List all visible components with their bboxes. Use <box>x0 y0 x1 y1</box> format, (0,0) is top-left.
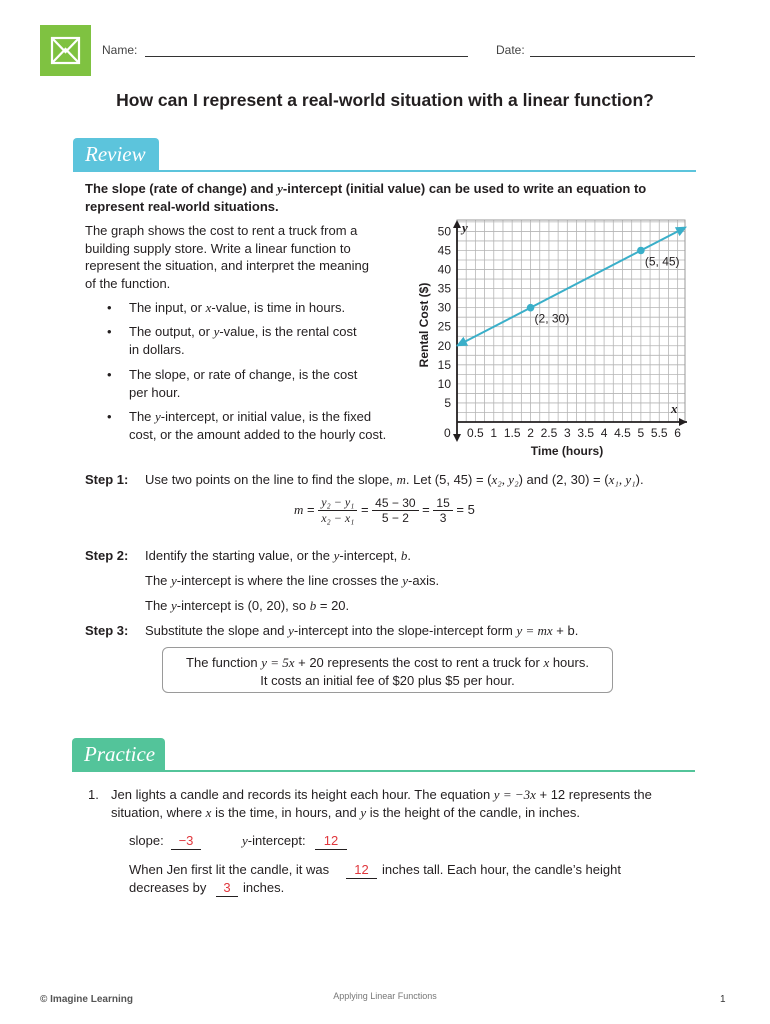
x-axis-label: Time (hours) <box>530 444 604 458</box>
x-tick-label: 1 <box>490 426 498 440</box>
data-point <box>527 304 535 312</box>
initial-height-answer-field[interactable]: 12 <box>346 862 377 879</box>
inches-text: inches. <box>243 880 285 895</box>
y-tick-label: 45 <box>437 243 451 258</box>
y-axis-letter: y <box>462 220 468 235</box>
page-number: 1 <box>720 994 726 1005</box>
step1-label: Step 1: <box>85 472 129 487</box>
origin-label: 0 <box>444 426 451 440</box>
bullet-dot: • <box>107 367 112 382</box>
bullet-intercept: The y-intercept, or initial value, is the fixed cost, or the amount added to the hourly cost. <box>129 409 387 442</box>
step3-text: Substitute the slope and y-intercept into the slope-intercept form y = mx + b. <box>145 623 579 638</box>
bullet-slope: The slope, or rate of change, is the cost per hour. <box>129 367 358 400</box>
practice-divider <box>72 770 695 772</box>
slope-answer-field[interactable]: −3 <box>171 833 201 850</box>
chart-axes <box>453 220 687 442</box>
chart-series <box>456 227 687 347</box>
slope-label: slope: <box>129 833 164 848</box>
y-tick-label: 40 <box>437 262 451 277</box>
x-tick-label: 3.5 <box>577 426 595 440</box>
footer-copyright: © Imagine Learning <box>40 994 133 1005</box>
step2-line3: The y-intercept is (0, 20), so b = 20. <box>145 598 350 613</box>
step3-label: Step 3: <box>85 623 129 638</box>
bullet-input: The input, or x-value, is time in hours. <box>129 300 346 315</box>
question-1-text: Jen lights a candle and records its height each hour. The equation y = −3x + 12 represents the situation, where x is the time, in hours, and y is the height of the candle, in inches. <box>111 787 652 820</box>
decrease-rate-answer-field[interactable]: 3 <box>216 880 238 897</box>
review-intro: The slope (rate of change) and y-intercept (initial value) can be used to write an equation to represent real-world situations. <box>85 181 647 214</box>
step2-text: Identify the starting value, or the y-intercept, b. <box>145 548 411 563</box>
data-point <box>637 247 645 255</box>
footer-title: Applying Linear Functions <box>333 991 437 1001</box>
x-tick-label: 6 <box>674 426 681 440</box>
x-tick-label: 4 <box>600 426 608 440</box>
step2-line2: The y-intercept is where the line crosses the y-axis. <box>145 573 440 588</box>
review-problem-text: The graph shows the cost to rent a truck from a building supply store. Write a linear function to represent the situation, and interpret the meaning of the function. <box>85 223 370 291</box>
name-label: Name: <box>102 43 138 57</box>
name-field[interactable] <box>145 56 468 57</box>
y-tick-label: 50 <box>437 224 451 239</box>
date-label: Date: <box>496 43 525 57</box>
x-axis-letter: x <box>671 401 678 416</box>
slope-formula: m = $\frac{\text{y₂ − y₁}}{\text{x₂ − x₁}}$ = $\frac{45 - 30}{5 - 2}$ = $\frac{15}{3}$ = 5 <box>294 495 475 525</box>
x-tick-label: 1.5 <box>503 426 521 440</box>
cost-line <box>457 228 685 346</box>
intercept-label: y-intercept: <box>242 833 306 848</box>
intercept-answer-field[interactable]: 12 <box>315 833 347 850</box>
bullet-output: The output, or y-value, is the rental cost in dollars. <box>129 324 357 357</box>
y-tick-label: 25 <box>437 319 451 334</box>
when-lit-text: When Jen first lit the candle, it was <box>129 862 330 877</box>
practice-tab: Practice <box>72 738 165 771</box>
x-tick-label: 5.5 <box>650 426 668 440</box>
data-point-label: (5, 45) <box>644 254 680 269</box>
review-tab: Review <box>73 138 159 171</box>
y-tick-label: 15 <box>437 357 451 372</box>
bullet-dot: • <box>107 300 112 315</box>
step1-text: Use two points on the line to find the slope, m. Let (5, 45) = (x₂, y₂) and (2, 30) = (x₁, y₁). <box>145 472 644 487</box>
imagine-learning-logo <box>40 25 91 76</box>
y-tick-label: 30 <box>437 300 451 315</box>
x-axis-arrow-icon <box>679 418 687 426</box>
y-axis-label: Rental Cost ($) <box>417 282 431 368</box>
x-tick-label: 2.5 <box>540 426 558 440</box>
y-tick-label: 5 <box>444 395 451 410</box>
x-tick-label: 2 <box>527 426 534 440</box>
page-title: How can I represent a real-world situation with a linear function? <box>116 90 654 110</box>
y-tick-label: 20 <box>437 338 451 353</box>
rental-cost-chart <box>410 215 695 465</box>
decreases-by-text: decreases by <box>129 880 207 895</box>
y-tick-label: 35 <box>437 281 451 296</box>
date-field[interactable] <box>530 56 695 57</box>
y-axis-arrow-icon <box>453 220 461 228</box>
x-tick-label: 4.5 <box>614 426 631 440</box>
y-axis-arrow-down-icon <box>453 434 461 442</box>
question-number: 1. <box>88 787 99 802</box>
function-summary-box: The function y = 5x + 20 represents the cost to rent a truck for x hours. It costs an initial fee of $20 plus $5 per hour. <box>162 647 613 693</box>
bullet-dot: • <box>107 324 112 339</box>
height-decrease-text: inches tall. Each hour, the candle’s height <box>382 862 621 877</box>
y-tick-label: 10 <box>437 376 451 391</box>
x-tick-label: 3 <box>563 426 571 440</box>
step2-label: Step 2: <box>85 548 129 563</box>
x-tick-label: 5 <box>637 426 645 440</box>
chart-grid <box>457 220 685 422</box>
x-tick-label: 0.5 <box>467 426 484 440</box>
bullet-dot: • <box>107 409 112 424</box>
data-point-label: (2, 30) <box>534 311 570 326</box>
review-divider <box>73 170 696 172</box>
logo-mark-icon <box>40 25 91 76</box>
